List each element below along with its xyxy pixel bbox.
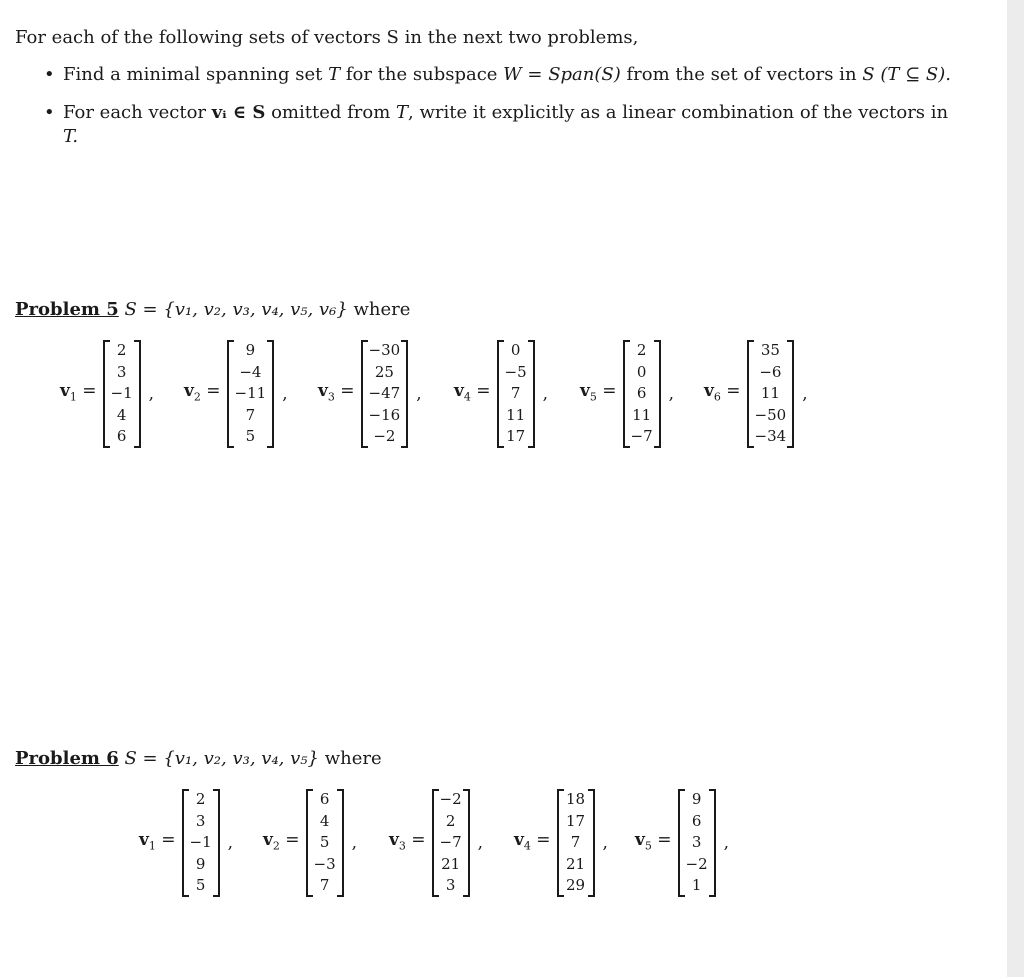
vector-symbol: v xyxy=(60,380,70,401)
matrix-entry: 1 xyxy=(691,876,702,894)
vector-index: 4 xyxy=(523,838,531,852)
vector-label xyxy=(184,381,221,407)
matrix-entry: 5 xyxy=(245,427,256,445)
bracket-corner xyxy=(184,895,189,897)
intro-text: For each of the following sets of vectors S in the next two problems, xyxy=(15,27,639,48)
vector-symbol: v xyxy=(389,829,399,850)
matrix-entry: 2 xyxy=(195,790,206,808)
problem6-vector-2 xyxy=(263,789,357,897)
matrix-entry: 2 xyxy=(445,811,456,830)
matrix-entry: 11 xyxy=(632,405,652,424)
matrix-entry: 25 xyxy=(374,362,394,381)
equals-sign: = xyxy=(155,829,176,850)
bracket-corner xyxy=(229,340,234,342)
problem6-vector-5 xyxy=(635,789,729,897)
equals-sign: = xyxy=(405,829,426,850)
vector-symbol: v xyxy=(514,829,524,850)
matrix-entry: −5 xyxy=(504,362,527,381)
vector-index: 3 xyxy=(327,389,335,403)
bracket-corner xyxy=(308,789,313,791)
problem5-vector-4 xyxy=(454,340,548,448)
problem5-vector-3 xyxy=(318,340,422,448)
bracket-corner xyxy=(680,895,685,897)
matrix-entry: 3 xyxy=(116,362,127,381)
matrix-entry: 35 xyxy=(760,341,780,359)
column-matrix xyxy=(747,340,795,448)
vector-symbol: v xyxy=(580,380,590,401)
bracket-corner xyxy=(709,789,714,791)
separator-comma: , xyxy=(802,383,808,404)
matrix-entry: 17 xyxy=(506,427,526,445)
bracket-corner xyxy=(559,789,564,791)
column-matrix xyxy=(227,340,275,448)
matrix-entry: 2 xyxy=(636,341,647,359)
column-matrix xyxy=(432,789,470,897)
problem6-vector-3 xyxy=(389,789,483,897)
problem-6-heading: Problem 6 S = {v₁, v₂, v₃, v₄, v₅} where xyxy=(15,748,382,769)
vector-label xyxy=(389,830,426,856)
equals-sign: = xyxy=(200,380,221,401)
bracket-corner xyxy=(559,895,564,897)
matrix-entry: 7 xyxy=(245,405,256,424)
matrix-entry: −1 xyxy=(189,833,212,851)
column-matrix xyxy=(103,340,141,448)
vector-label xyxy=(454,381,491,407)
bracket-corner xyxy=(337,789,342,791)
matrix-entry: −4 xyxy=(239,362,262,381)
separator-comma: , xyxy=(602,832,608,853)
equals-sign: = xyxy=(530,829,551,850)
matrix-entry: 18 xyxy=(566,790,586,808)
bracket-corner xyxy=(134,446,139,448)
separator-comma: , xyxy=(542,383,549,404)
bullet-linear-combination: For each vector vᵢ ∈ S omitted from T, write it explicitly as a linear combination of the vectors in xyxy=(63,102,949,123)
equals-sign: = xyxy=(470,380,491,401)
matrix-entry: 5 xyxy=(195,876,206,894)
bracket-corner xyxy=(229,446,234,448)
bracket-corner xyxy=(434,789,439,791)
bracket-corner xyxy=(680,789,685,791)
vector-label xyxy=(139,830,176,856)
bracket-corner xyxy=(434,895,439,897)
matrix-entry: 4 xyxy=(116,405,127,424)
matrix-entry: 11 xyxy=(506,405,526,424)
equals-sign: = xyxy=(596,380,617,401)
problem6-vector-4 xyxy=(514,789,608,897)
matrix-entry: 6 xyxy=(636,384,647,402)
bracket-corner xyxy=(787,446,792,448)
matrix-entry: 7 xyxy=(510,384,521,402)
bracket-corner xyxy=(749,446,754,448)
matrix-entry: −50 xyxy=(754,405,787,424)
matrix-entry: 3 xyxy=(691,833,702,851)
matrix-entry: −34 xyxy=(754,427,787,445)
matrix-entry: 2 xyxy=(116,341,127,359)
bullet-minimal-spanning-set: Find a minimal spanning set T for the subspace W = Span(S) from the set of vectors in S (T ⊆ S). xyxy=(63,64,951,85)
separator-comma: , xyxy=(477,832,484,853)
bracket-corner xyxy=(528,446,533,448)
bracket-corner xyxy=(625,446,630,448)
matrix-entry: 5 xyxy=(319,833,330,851)
bracket-corner xyxy=(363,446,368,448)
matrix-entry: 29 xyxy=(566,876,586,894)
bracket-corner xyxy=(363,340,368,342)
matrix-entry: 9 xyxy=(691,790,702,808)
bracket-corner xyxy=(401,340,406,342)
bracket-corner xyxy=(134,340,139,342)
problem6-vector-1 xyxy=(139,789,233,897)
matrix-entry: −1 xyxy=(110,384,133,402)
matrix-entry: 7 xyxy=(570,833,581,851)
matrix-entry: 9 xyxy=(245,341,256,359)
vector-symbol: v xyxy=(139,829,149,850)
separator-comma: , xyxy=(723,832,730,853)
equals-sign: = xyxy=(651,829,672,850)
matrix-entry: −6 xyxy=(759,362,782,381)
vector-symbol: v xyxy=(454,380,464,401)
matrix-entry: −11 xyxy=(234,384,267,402)
bullet-linear-combination-end: T. xyxy=(63,126,79,147)
vector-symbol: v xyxy=(635,829,645,850)
matrix-entry: −16 xyxy=(368,405,401,424)
column-matrix xyxy=(361,340,409,448)
separator-comma: , xyxy=(227,832,234,853)
vector-symbol: v xyxy=(704,380,714,401)
bracket-corner xyxy=(184,789,189,791)
matrix-entry: −2 xyxy=(373,427,396,445)
matrix-entry: −7 xyxy=(439,833,462,851)
bracket-corner xyxy=(267,340,272,342)
bracket-corner xyxy=(749,340,754,342)
matrix-entry: −30 xyxy=(368,341,401,359)
matrix-entry: 6 xyxy=(116,427,127,445)
problem-5-heading: Problem 5 S = {v₁, v₂, v₃, v₄, v₅, v₆} where xyxy=(15,299,411,320)
matrix-entry: −2 xyxy=(685,854,708,873)
matrix-entry: −47 xyxy=(368,384,401,402)
vector-label xyxy=(263,830,300,856)
bullet-dot: • xyxy=(44,102,55,123)
equals-sign: = xyxy=(76,380,97,401)
bracket-corner xyxy=(267,446,272,448)
separator-comma: , xyxy=(351,832,358,853)
column-matrix xyxy=(182,789,220,897)
vector-index: 2 xyxy=(272,838,280,852)
bracket-corner xyxy=(463,789,468,791)
bracket-corner xyxy=(308,895,313,897)
vector-label xyxy=(318,381,355,407)
equals-sign: = xyxy=(334,380,355,401)
bracket-corner xyxy=(528,340,533,342)
bracket-corner xyxy=(588,895,593,897)
bracket-corner xyxy=(709,895,714,897)
bracket-corner xyxy=(463,895,468,897)
column-matrix xyxy=(306,789,344,897)
matrix-entry: 6 xyxy=(691,811,702,830)
separator-comma: , xyxy=(416,383,422,404)
matrix-entry: −3 xyxy=(313,854,336,873)
column-matrix xyxy=(557,789,595,897)
bracket-corner xyxy=(499,446,504,448)
vector-symbol: v xyxy=(184,380,194,401)
vector-label xyxy=(514,830,551,856)
vector-label xyxy=(60,381,97,407)
column-matrix xyxy=(623,340,661,448)
bracket-corner xyxy=(105,446,110,448)
vector-index: 4 xyxy=(463,389,471,403)
vector-index: 5 xyxy=(589,389,597,403)
matrix-entry: 21 xyxy=(441,854,461,873)
equals-sign: = xyxy=(279,829,300,850)
matrix-entry: 17 xyxy=(566,811,586,830)
vector-index: 1 xyxy=(69,389,77,403)
bracket-corner xyxy=(625,340,630,342)
matrix-entry: 4 xyxy=(319,811,330,830)
bracket-corner xyxy=(401,446,406,448)
vector-index: 5 xyxy=(644,838,652,852)
vector-label xyxy=(580,381,617,407)
matrix-entry: 0 xyxy=(510,341,521,359)
bracket-corner xyxy=(499,340,504,342)
bullet-dot: • xyxy=(44,64,55,85)
vector-index: 6 xyxy=(713,389,721,403)
column-matrix xyxy=(678,789,716,897)
bracket-corner xyxy=(654,446,659,448)
matrix-entry: 21 xyxy=(566,854,586,873)
column-matrix xyxy=(497,340,535,448)
separator-comma: , xyxy=(668,383,675,404)
matrix-entry: −7 xyxy=(630,427,653,445)
vector-index: 3 xyxy=(398,838,406,852)
bracket-corner xyxy=(213,895,218,897)
bracket-corner xyxy=(654,340,659,342)
bracket-corner xyxy=(588,789,593,791)
matrix-entry: −2 xyxy=(439,790,462,808)
problem5-vector-1 xyxy=(60,340,154,448)
matrix-entry: 3 xyxy=(445,876,456,894)
matrix-entry: 0 xyxy=(636,362,647,381)
vector-label xyxy=(635,830,672,856)
bracket-corner xyxy=(213,789,218,791)
problem5-vector-5 xyxy=(580,340,674,448)
bracket-corner xyxy=(337,895,342,897)
matrix-entry: 9 xyxy=(195,854,206,873)
separator-comma: , xyxy=(148,383,155,404)
vector-index: 2 xyxy=(193,389,201,403)
problem5-vector-2 xyxy=(184,340,288,448)
equals-sign: = xyxy=(720,380,741,401)
matrix-entry: 11 xyxy=(760,384,780,402)
scrollbar-track[interactable] xyxy=(1007,0,1024,977)
matrix-entry: 6 xyxy=(319,790,330,808)
vector-index: 1 xyxy=(148,838,156,852)
bracket-corner xyxy=(787,340,792,342)
matrix-entry: 3 xyxy=(195,811,206,830)
vector-label xyxy=(704,381,741,407)
matrix-entry: 7 xyxy=(319,876,330,894)
vector-symbol: v xyxy=(318,380,328,401)
vector-symbol: v xyxy=(263,829,273,850)
problem5-vector-6 xyxy=(704,340,808,448)
separator-comma: , xyxy=(282,383,288,404)
bracket-corner xyxy=(105,340,110,342)
